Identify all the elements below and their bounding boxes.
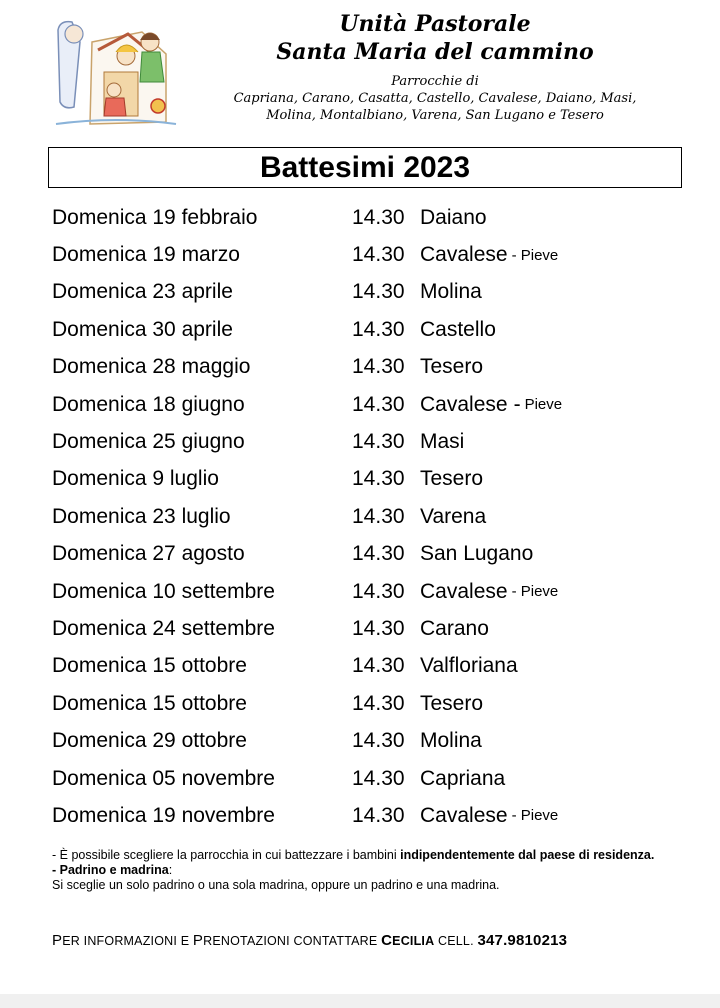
schedule-time: 14.30 [352, 504, 405, 528]
schedule-note: - Pieve [511, 583, 559, 601]
schedule-row [52, 610, 692, 647]
schedule-row [52, 199, 692, 236]
footer-bar [0, 994, 720, 1008]
schedule-place: Cavalese [420, 803, 508, 827]
schedule-time: 14.30 [352, 355, 405, 379]
schedule-place: Capriana [420, 766, 506, 790]
schedule-row [52, 423, 692, 460]
contact-name-initial: C [381, 932, 393, 949]
schedule-row [52, 797, 692, 834]
schedule-row [52, 536, 692, 573]
schedule-date: Domenica 19 febbraio [52, 205, 258, 229]
schedule-time: 14.30 [352, 205, 405, 229]
schedule-time: 14.30 [352, 243, 405, 267]
schedule-time: 14.30 [352, 467, 405, 491]
schedule-row [52, 386, 692, 423]
schedule-time: 14.30 [352, 729, 405, 753]
schedule-row [52, 274, 692, 311]
schedule-date: Domenica 10 settembre [52, 579, 275, 603]
document-title: Battesimi 2023 [48, 147, 682, 188]
info-text-2: RENOTAZIONI CONTATTARE [203, 934, 382, 948]
schedule-time: 14.30 [352, 430, 405, 454]
schedule-time: 14.30 [352, 392, 405, 416]
notes [52, 848, 682, 893]
unit-title: Unità Pastorale [339, 11, 531, 37]
note-parish-bold: indipendentemente dal paese di residenza. [400, 848, 655, 862]
schedule-date: Domenica 28 maggio [52, 355, 251, 379]
parishes-line-2: Molina, Montalbiano, Varena, San Lugano e Tesero [266, 108, 604, 123]
schedule-time: 14.30 [352, 317, 405, 341]
schedule-date: Domenica 19 marzo [52, 243, 240, 267]
schedule-date: Domenica 24 settembre [52, 616, 275, 640]
schedule-place: Tesero [420, 467, 484, 491]
schedule-place: Castello [420, 317, 496, 341]
note-godparents-detail: Si sceglie un solo padrino o una sola madrina, oppure un padrino e una madrina. [52, 878, 500, 892]
info-initial-2: P [192, 932, 204, 949]
schedule-time: 14.30 [352, 691, 405, 715]
schedule-date: Domenica 23 luglio [52, 504, 231, 528]
schedule-time: 14.30 [352, 542, 405, 566]
schedule-date: Domenica 29 ottobre [52, 729, 247, 753]
note-godparents-bold: - Padrino e madrina [52, 863, 169, 877]
schedule-place: Tesero [420, 355, 484, 379]
contact-info [52, 932, 692, 949]
schedule-note: Pieve [524, 396, 563, 414]
note-godparents-colon: : [168, 863, 173, 877]
family-church-logo-icon [50, 12, 182, 134]
schedule-time: 14.30 [352, 654, 405, 678]
schedule-place: Cavalese [420, 579, 508, 603]
schedule-row [52, 349, 692, 386]
schedule-date: Domenica 18 giugno [52, 392, 245, 416]
schedule-note: - Pieve [511, 246, 559, 264]
schedule-place: Cavalese [420, 243, 508, 267]
schedule-time: 14.30 [352, 766, 405, 790]
schedule-row [52, 236, 692, 273]
schedule-date: Domenica 25 giugno [52, 430, 245, 454]
contact-name: ECILIA [392, 934, 435, 948]
schedule-date: Domenica 05 novembre [52, 766, 275, 790]
schedule-date: Domenica 19 novembre [52, 803, 275, 827]
parishes-line-1: Capriana, Carano, Casatta, Castello, Cavalese, Daiano, Masi, [233, 91, 637, 106]
schedule-time: 14.30 [352, 280, 405, 304]
schedule-row [52, 760, 692, 797]
note-parish-text: - È possibile scegliere la parrocchia in cui battezzare i bambini [52, 848, 401, 862]
schedule-place: Masi [420, 430, 465, 454]
cell-label: CELL. [434, 934, 478, 948]
schedule-date: Domenica 15 ottobre [52, 654, 247, 678]
schedule-place: Tesero [420, 691, 484, 715]
parishes-intro: Parrocchie di [391, 74, 479, 89]
schedule-row [52, 722, 692, 759]
schedule-place: Molina [420, 280, 482, 304]
schedule-note: - Pieve [511, 807, 559, 825]
schedule-date: Domenica 27 agosto [52, 542, 245, 566]
header [190, 10, 680, 124]
schedule-place: Varena [420, 504, 487, 528]
schedule-date: Domenica 9 luglio [52, 467, 219, 491]
schedule-row [52, 311, 692, 348]
schedule-place: Carano [420, 616, 489, 640]
schedule-separator: - [513, 392, 521, 416]
note-parish-choice [52, 848, 682, 863]
schedule-date: Domenica 15 ottobre [52, 691, 247, 715]
schedule-place: Daiano [420, 205, 487, 229]
schedule-time: 14.30 [352, 579, 405, 603]
note-godparents [52, 863, 682, 878]
schedule-date: Domenica 23 aprile [52, 280, 233, 304]
schedule-row [52, 648, 692, 685]
schedule-time: 14.30 [352, 616, 405, 640]
schedule-row [52, 573, 692, 610]
schedule-time: 14.30 [352, 803, 405, 827]
schedule-row [52, 498, 692, 535]
schedule-date: Domenica 30 aprile [52, 317, 233, 341]
schedule-row [52, 685, 692, 722]
info-text-1: ER INFORMAZIONI E [62, 934, 193, 948]
schedule-row [52, 461, 692, 498]
baptism-schedule [52, 199, 692, 835]
schedule-place: Valfloriana [420, 654, 518, 678]
schedule-place: Molina [420, 729, 482, 753]
schedule-place: Cavalese [420, 392, 508, 416]
unit-subtitle: Santa Maria del cammino [276, 39, 594, 65]
schedule-place: San Lugano [420, 542, 534, 566]
contact-phone: 347.9810213 [477, 932, 568, 949]
info-initial-1: P [52, 932, 63, 949]
